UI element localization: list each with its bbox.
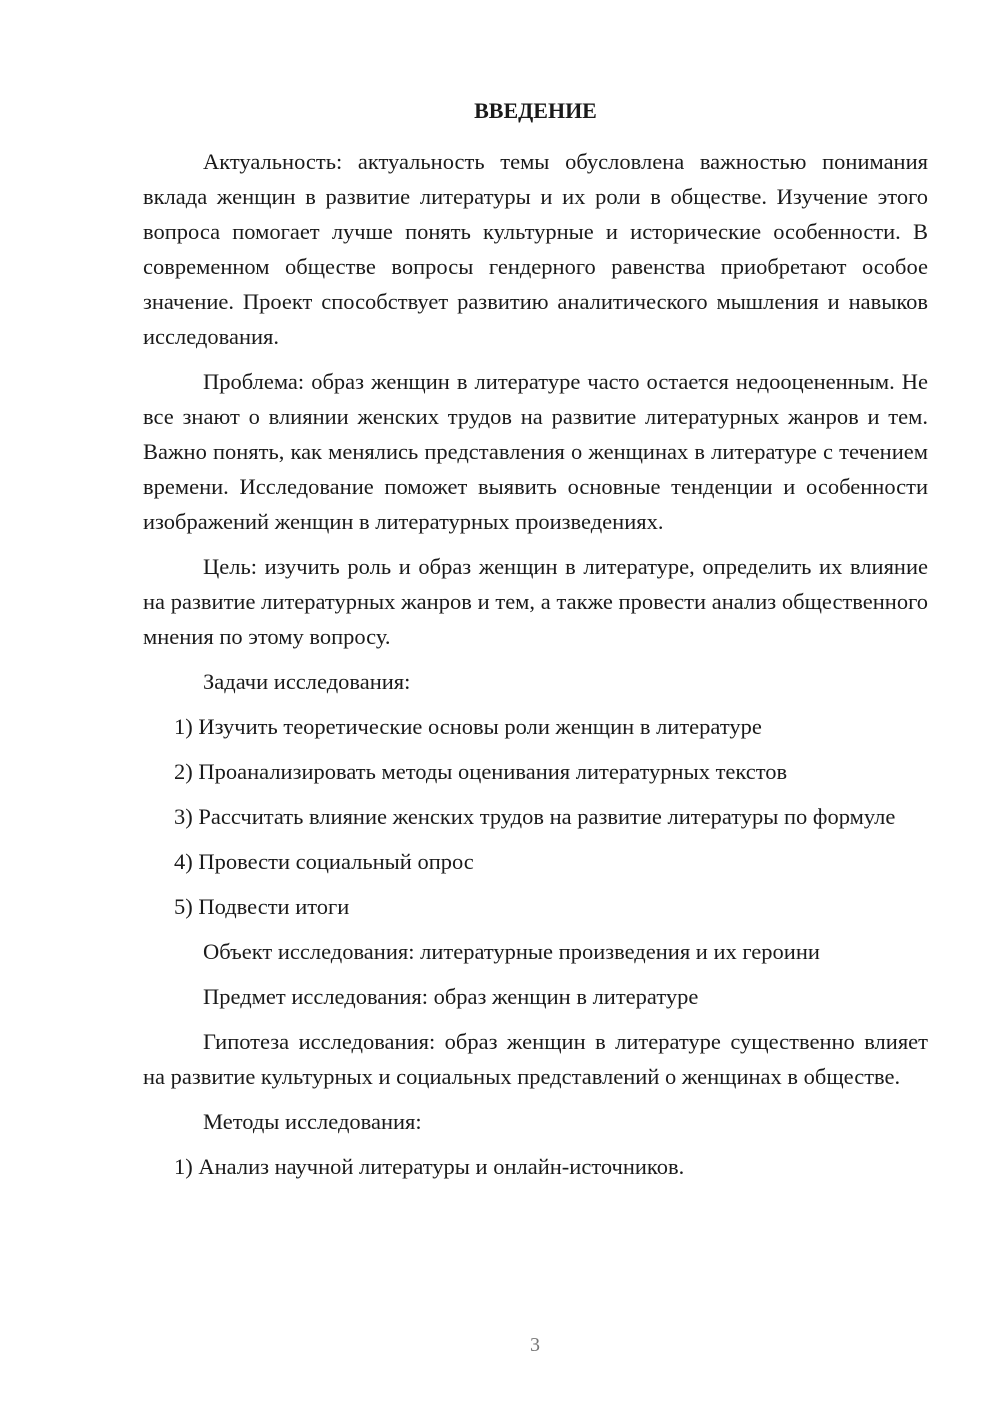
- methods-title: Методы исследования:: [203, 1109, 422, 1134]
- method-item: 1) Анализ научной литературы и онлайн-источников.: [174, 1154, 685, 1179]
- task-item: 4) Провести социальный опрос: [174, 849, 474, 874]
- section-heading: ВВЕДЕНИЕ: [474, 98, 597, 123]
- task-item: 2) Проанализировать методы оценивания литературных текстов: [174, 759, 788, 784]
- problem-paragraph: Проблема: образ женщин в литературе часто остается недооцененным. Не все знают о влиянии женских трудов на развитие литературных жанров и тем. Важно понять, как менялись представления о женщинах в литературе с течением времени. Исследование поможет выявить основные тенденции и особенности изображений женщин в литературных произведениях.: [143, 369, 928, 534]
- tasks-title: Задачи исследования:: [203, 669, 411, 694]
- page-number: 3: [530, 1334, 540, 1356]
- subject-paragraph: Предмет исследования: образ женщин в литературе: [203, 984, 699, 1009]
- object-paragraph: Объект исследования: литературные произведения и их героини: [203, 939, 820, 964]
- task-item: 3) Рассчитать влияние женских трудов на развитие литературы по формуле: [174, 804, 896, 829]
- hypothesis-paragraph: Гипотеза исследования: образ женщин в литературе существенно влияет на развитие культурных и социальных представлений о женщинах в обществе.: [143, 1029, 928, 1089]
- goal-paragraph: Цель: изучить роль и образ женщин в литературе, определить их влияние на развитие литературных жанров и тем, а также провести анализ общественного мнения по этому вопросу.: [143, 554, 928, 649]
- task-item: 1) Изучить теоретические основы роли женщин в литературе: [174, 714, 762, 739]
- page-content: [143, 96, 928, 1184]
- relevance-paragraph: Актуальность: актуальность темы обусловлена важностью понимания вклада женщин в развитие литературы и их роли в обществе. Изучение этого вопроса помогает лучше понять культурные и исторические особенности. В современном обществе вопросы гендерного равенства приобретают особое значение. Проект способствует развитию аналитического мышления и навыков исследования.: [143, 149, 928, 349]
- task-item: 5) Подвести итоги: [174, 894, 350, 919]
